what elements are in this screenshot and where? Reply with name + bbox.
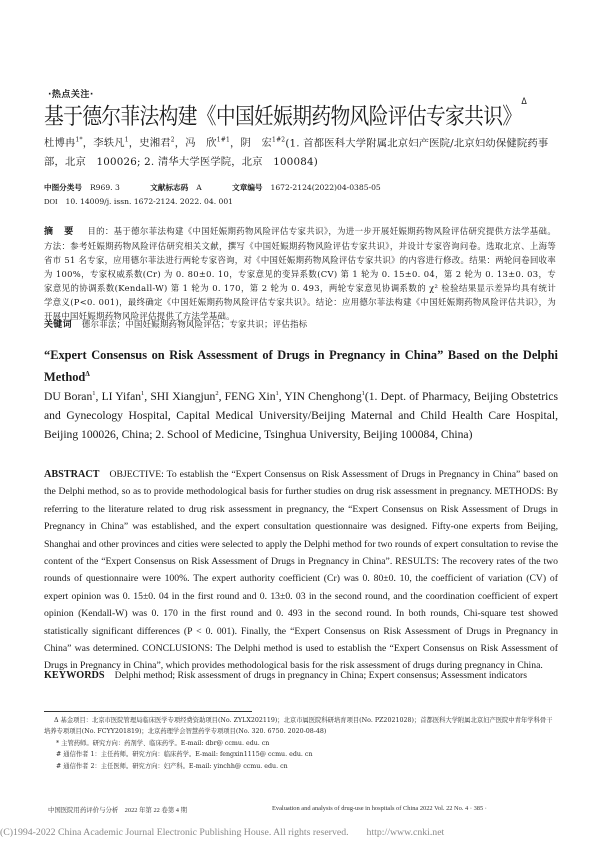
author-en: LI Yifan$^1$	[101, 389, 145, 403]
doc-code-value: A	[196, 183, 202, 192]
chinese-abstract-text: 目的：基于德尔菲法构建《中国妊娠期药物风险评估专家共识》，为进一步开展妊娠期药物风险评估研究提供方法学基础。方法：参考妊娠期药物风险评估研究相关文献，撰写《中国妊娠期药物风险评估专家共识》，并设计专家咨询问卷。选取北京、上海等省市 51 名专家，应用德尔菲法进行两轮专家咨询，对《中国妊娠期药物风险评估专家共识》的内容进行修改。结果：两轮问卷回收率为 100%，专家权威系数(Cr) 为 0. 80±0. 10，专家意见的变异系数(CV) 第 1 轮为 0. 15±0. 04，第 2 轮为 0. 13±0. 03，专家意见的协调系数(Kendall-W) 第 1 轮为 0. 170，第 2 轮为 0. 493，两轮专家意见协调系数的 χ² 检验结果显示差异均具有统计学意义(P<0. 001)，最终确定《中国妊娠期药物风险评估专家共识》。结论：应用德尔菲法构建《中国妊娠期药物风险评估共识》，为开展中国妊娠期药物风险评估提供了方法学基础。	[44, 226, 556, 321]
first-author-footnote: * 主管药师。研究方向：药剂学、临床药学。E-mail: dbr@ ccmu. edu. cn	[56, 739, 270, 747]
running-footer-left: 中国医院用药评价与分析 2022 年第 22 卷第 4 期	[48, 807, 187, 814]
english-authors-block: DU Boran$^1$, LI Yifan$^1$, SHI Xiangjun$^2$, FENG Xin$^1$, YIN Chenghong$^1$(1. Dept. of Pharmacy, Beijing Obstetrics and Gynecology Hospital, Capital Medical University/Beijing Maternal and Child Health Care Hospital, Beijing 100026, China; 2. School of Medicine, Tsinghua University, Beijing 100084, China)	[44, 389, 559, 441]
english-keywords-label: KEYWORDS	[44, 670, 105, 681]
author-cn: 冯 欣$^{1\#1}$	[185, 137, 231, 150]
footnotes	[44, 715, 556, 772]
running-footer-right: Evaluation and analysis of drug-use in hospitals of China 2022 Vol. 22 No. 4 · 385 ·	[272, 805, 487, 812]
chinese-abstract-label: 摘 要	[44, 227, 78, 237]
author-en: SHI Xiangjun$^2$	[150, 389, 219, 403]
section-tag: ·热点关注·	[48, 90, 94, 100]
classification-row	[44, 182, 409, 193]
chinese-title	[44, 99, 526, 131]
author-cn: 阴 宏$^{1\#2}$	[240, 137, 286, 150]
copyright-watermark	[0, 827, 444, 838]
doi-label: DOI	[44, 197, 58, 206]
chinese-keywords-text: 德尔菲法；中国妊娠期药物风险评估；专家共识；评估指标	[81, 319, 308, 329]
doi-row	[44, 197, 233, 206]
chinese-authors-block: 杜博冉$^{1*}$，李轶凡$^1$，史湘君$^2$，冯 欣$^{1\#1}$，阴 宏$^{1\#2}$(1. 首都医科大学附属北京妇产医院/北京妇幼保健院药事部，北京 100026; 2. 清华大学医学院，北京 100084)	[44, 137, 549, 169]
author-en: FENG Xin$^1$	[224, 389, 279, 403]
english-title	[44, 346, 558, 387]
cnki-link[interactable]: http://www.cnki.net	[366, 827, 445, 838]
author-en: DU Boran$^1$	[44, 389, 96, 403]
doc-code-label: 文献标志码	[150, 183, 189, 192]
article-no-value: 1672-2124(2022)04-0385-05	[270, 183, 381, 192]
english-title-text: “Expert Consensus on Risk Assessment of Drugs in Pregnancy in China” Based on the Delphi Method	[44, 348, 558, 385]
english-keywords	[44, 667, 558, 684]
doi-value[interactable]: 10. 14009/j. issn. 1672-2124. 2022. 04. 001	[65, 197, 234, 206]
chinese-title-text: 基于德尔菲法构建《中国妊娠期药物风险评估专家共识》	[44, 104, 522, 130]
author-cn: 杜博冉$^{1*}$	[44, 137, 83, 150]
english-affiliations: (1. Dept. of Pharmacy, Beijing Obstetrics and Gynecology Hospital, Capital Medical University/Beijing Maternal and Child Health Care Hospital, Beijing 100026, China; 2. School of Medicine, Tsinghua University, Beijing 100084, China)	[44, 389, 559, 441]
chinese-affiliations: (1. 首都医科大学附属北京妇产医院/北京妇幼保健院药事部，北京 100026; 2. 清华大学医学院，北京 100084)	[44, 137, 549, 169]
copyright-text: (C)1994-2022 China Academic Journal Electronic Publishing House. All rights reserved.	[0, 827, 349, 838]
author-en: YIN Chenghong$^1$	[284, 389, 365, 403]
chinese-keywords-label: 关键词	[44, 320, 72, 330]
author-cn: 李轶凡$^1$	[93, 137, 129, 150]
english-abstract-text: OBJECTIVE: To establish the “Expert Consensus on Risk Assessment of Drugs in Pregnancy in China” based on the Delphi method, so as to provide methodological basis for further studies on drug risk assessment in pregnancy. METHODS: By referring to the literature related to drug risk assessment in pregnancy, the “Expert Consensus on Risk Assessment of Drugs in Pregnancy in China” was established, and the expert consultation questionnaire was designed. Fifty-one experts from Beijing, Shanghai and other provinces and cities were selected to apply the Delphi method for two rounds of expert consultation to revise the content of the “Expert Consensus on Risk Assessment of Drugs in Pregnancy in China”. RESULTS: The recovery rates of the two rounds of questionnaire were 100%. The expert authority coefficient (Cr) was 0. 80±0. 10, the coefficient of variation (CV) of expert opinion was 0. 15±0. 04 in the first round and 0. 13±0. 03 in the second round, and the coordination coefficient of expert opinion (Kendall-W) was 0. 170 in the first round and 0. 493 in the second round. In both rounds, Chi-square test showed statistically significant differences (P < 0. 001). Finally, the “Expert Consensus on Risk Assessment of Drugs in Pregnancy in China” was determined. CONCLUSIONS: The Delphi method is used to establish the “Expert Consensus on Risk Assessment of Drugs in Pregnancy in China”, which provides methodological basis for the risk assessment of drugs during pregnancy in China.	[44, 469, 558, 672]
article-no-label: 文章编号	[232, 183, 263, 192]
footnote-divider	[44, 711, 252, 712]
corresponding-author-1-footnote: # 通信作者 1：主任药师。研究方向：临床药学。E-mail: fengxin1115@ ccmu. edu. cn	[56, 751, 313, 759]
clc-label: 中图分类号	[44, 183, 82, 192]
funding-mark: Δ	[521, 97, 527, 107]
chinese-keywords	[44, 317, 556, 332]
english-keywords-text: Delphi method; Risk assessment of drugs in pregnancy in China; Expert consensus; Assessment indicators	[114, 670, 528, 681]
author-cn: 史湘君$^2$	[139, 137, 175, 150]
clc-value: R969. 3	[89, 183, 120, 192]
funding-footnote: Δ 基金项目：北京市医院管理局临床医学专项经费资助项目(No. ZYLX202119)；北京市属医院科研培育项目(No. PZ2021028)；首都医科大学附属北京妇产医院中青年学科骨干培养专项项目(No. FCYY201819)；北京药理学会智慧药学专项项目(No. 320. 6750. 2020-08-48)	[44, 717, 553, 736]
english-abstract-label: ABSTRACT	[44, 469, 100, 480]
corresponding-author-2-footnote: # 通信作者 2：主任医师。研究方向：妇产科。E-mail: yinchh@ ccmu. edu. cn	[56, 762, 288, 770]
english-abstract	[44, 466, 558, 675]
chinese-abstract	[44, 224, 556, 323]
english-funding-mark: Δ	[85, 370, 90, 378]
